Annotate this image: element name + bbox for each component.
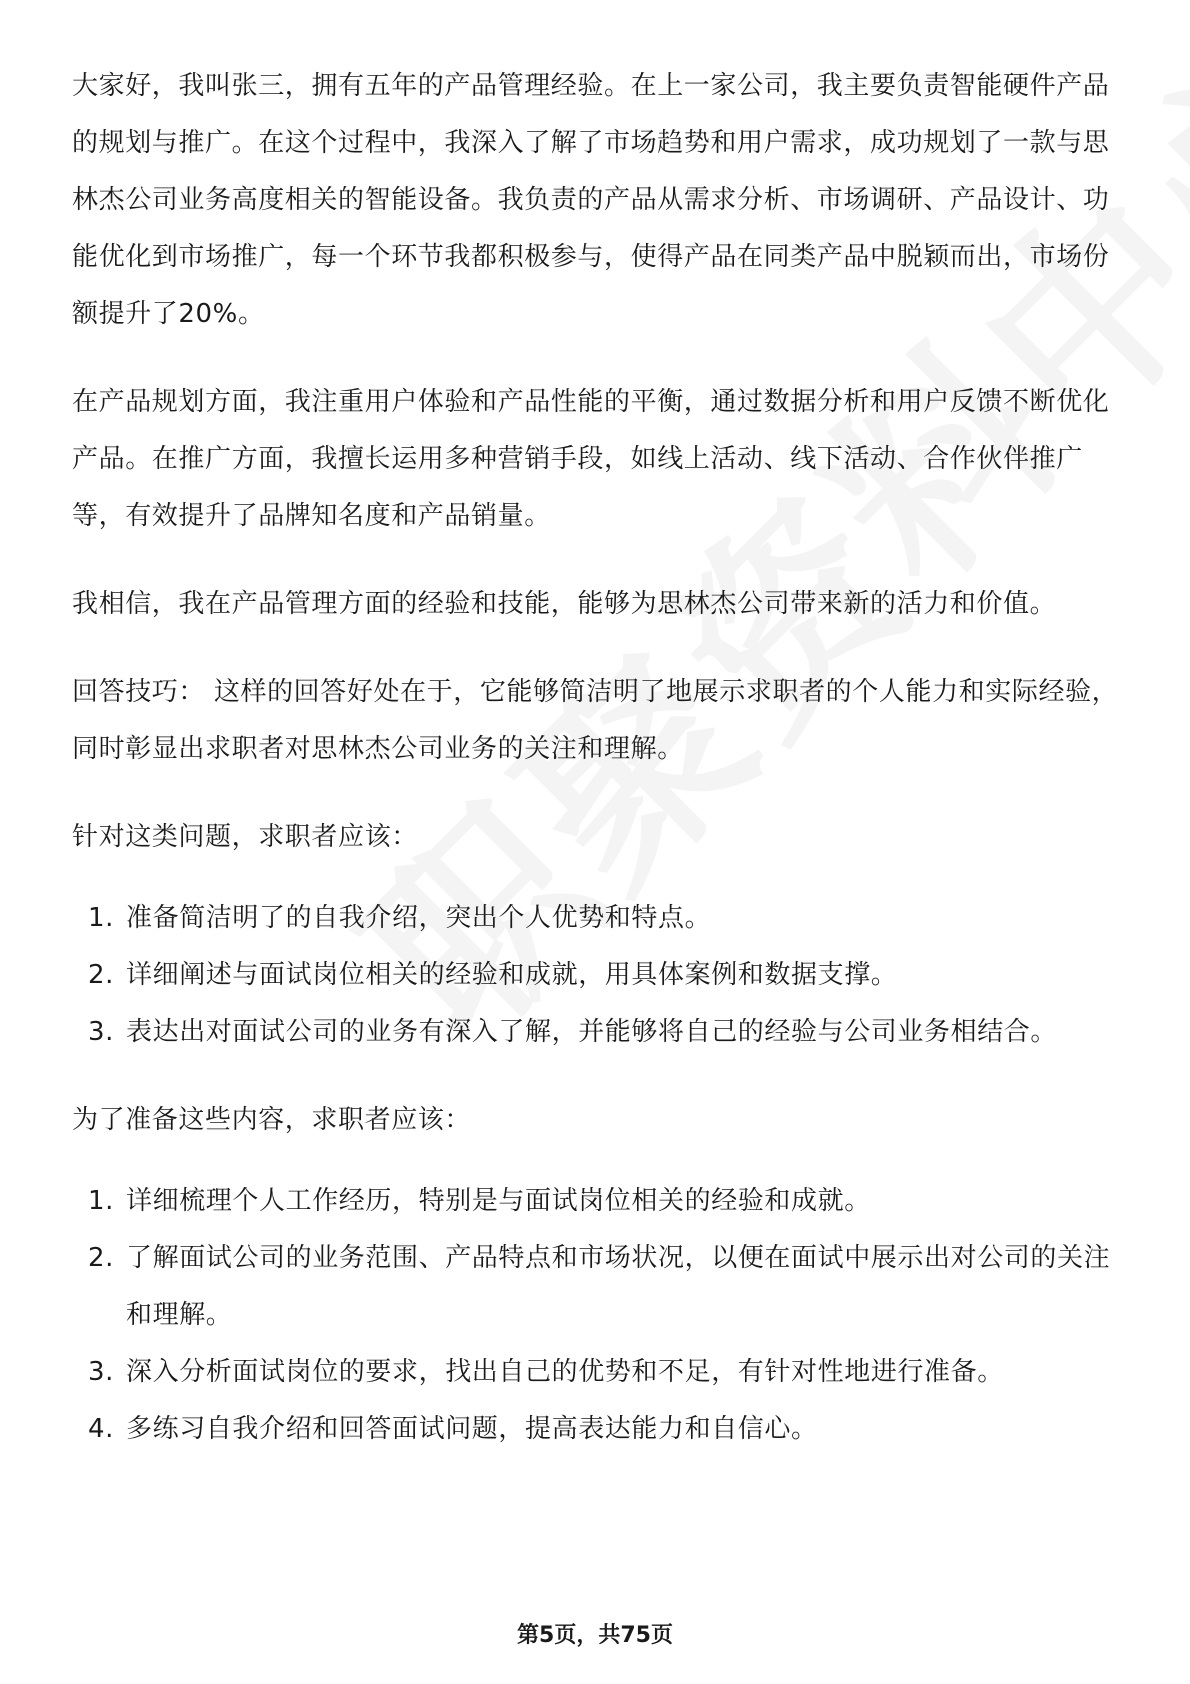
list-item: [72, 1004, 1122, 1061]
list-item-number: 2.: [88, 960, 115, 990]
list-item-number: 3.: [88, 1017, 115, 1047]
list-item-text: 表达出对面试公司的业务有深入了解，并能够将自己的经验与公司业务相结合。: [126, 1017, 1058, 1047]
page-number: 第5页，共75页: [517, 1623, 673, 1648]
list-item-text: 多练习自我介绍和回答面试问题，提高表达能力和自信心。: [126, 1414, 818, 1444]
list-item: [72, 1173, 1122, 1230]
list-item: [72, 947, 1122, 1004]
paragraph-answer-tip: 回答技巧： 这样的回答好处在于，它能够简洁明了地展示求职者的个人能力和实际经验，同时彰显出求职者对思林杰公司业务的关注和理解。: [72, 677, 1119, 764]
preparation-list: [72, 1173, 1122, 1458]
paragraph-intro: 大家好，我叫张三，拥有五年的产品管理经验。在上一家公司，我主要负责智能硬件产品的规划与推广。在这个过程中，我深入了解了市场趋势和用户需求，成功规划了一款与思林杰公司业务高度相关的智能设备。我负责的产品从需求分析、市场调研、产品设计、功能优化到市场推广，每一个环节我都积极参与，使得产品在同类产品中脱颖而出，市场份额提升了20%。: [72, 71, 1110, 329]
paragraph-list2-intro: 为了准备这些内容，求职者应该：: [72, 1105, 472, 1135]
advice-list: [72, 890, 1122, 1061]
list-item-text: 了解面试公司的业务范围、产品特点和市场状况，以便在面试中展示出对公司的关注和理解。: [126, 1243, 1111, 1330]
list-item: [72, 1401, 1122, 1458]
list-item-text: 详细梳理个人工作经历，特别是与面试岗位相关的经验和成就。: [126, 1186, 871, 1216]
list-item: [72, 1344, 1122, 1401]
list-item-number: 3.: [88, 1357, 115, 1387]
paragraph-belief: 我相信，我在产品管理方面的经验和技能，能够为思林杰公司带来新的活力和价值。: [72, 589, 1057, 619]
list-item-number: 1.: [88, 1186, 115, 1216]
list-item-number: 1.: [88, 903, 115, 933]
list-item-text: 详细阐述与面试岗位相关的经验和成就，用具体案例和数据支撑。: [126, 960, 898, 990]
list-item: [72, 1230, 1122, 1344]
page-content: [72, 58, 1122, 1458]
list-item: [72, 890, 1122, 947]
list-item-number: 2.: [88, 1243, 115, 1273]
paragraph-list1-intro: 针对这类问题，求职者应该：: [72, 822, 418, 852]
paragraph-strengths: 在产品规划方面，我注重用户体验和产品性能的平衡，通过数据分析和用户反馈不断优化产品。在推广方面，我擅长运用多种营销手段，如线上活动、线下活动、合作伙伴推广等，有效提升了品牌知名度和产品销量。: [72, 387, 1110, 531]
list-item-number: 4.: [88, 1414, 115, 1444]
list-item-text: 深入分析面试岗位的要求，找出自己的优势和不足，有针对性地进行准备。: [126, 1357, 1004, 1387]
list-item-text: 准备简洁明了的自我介绍，突出个人优势和特点。: [126, 903, 712, 933]
